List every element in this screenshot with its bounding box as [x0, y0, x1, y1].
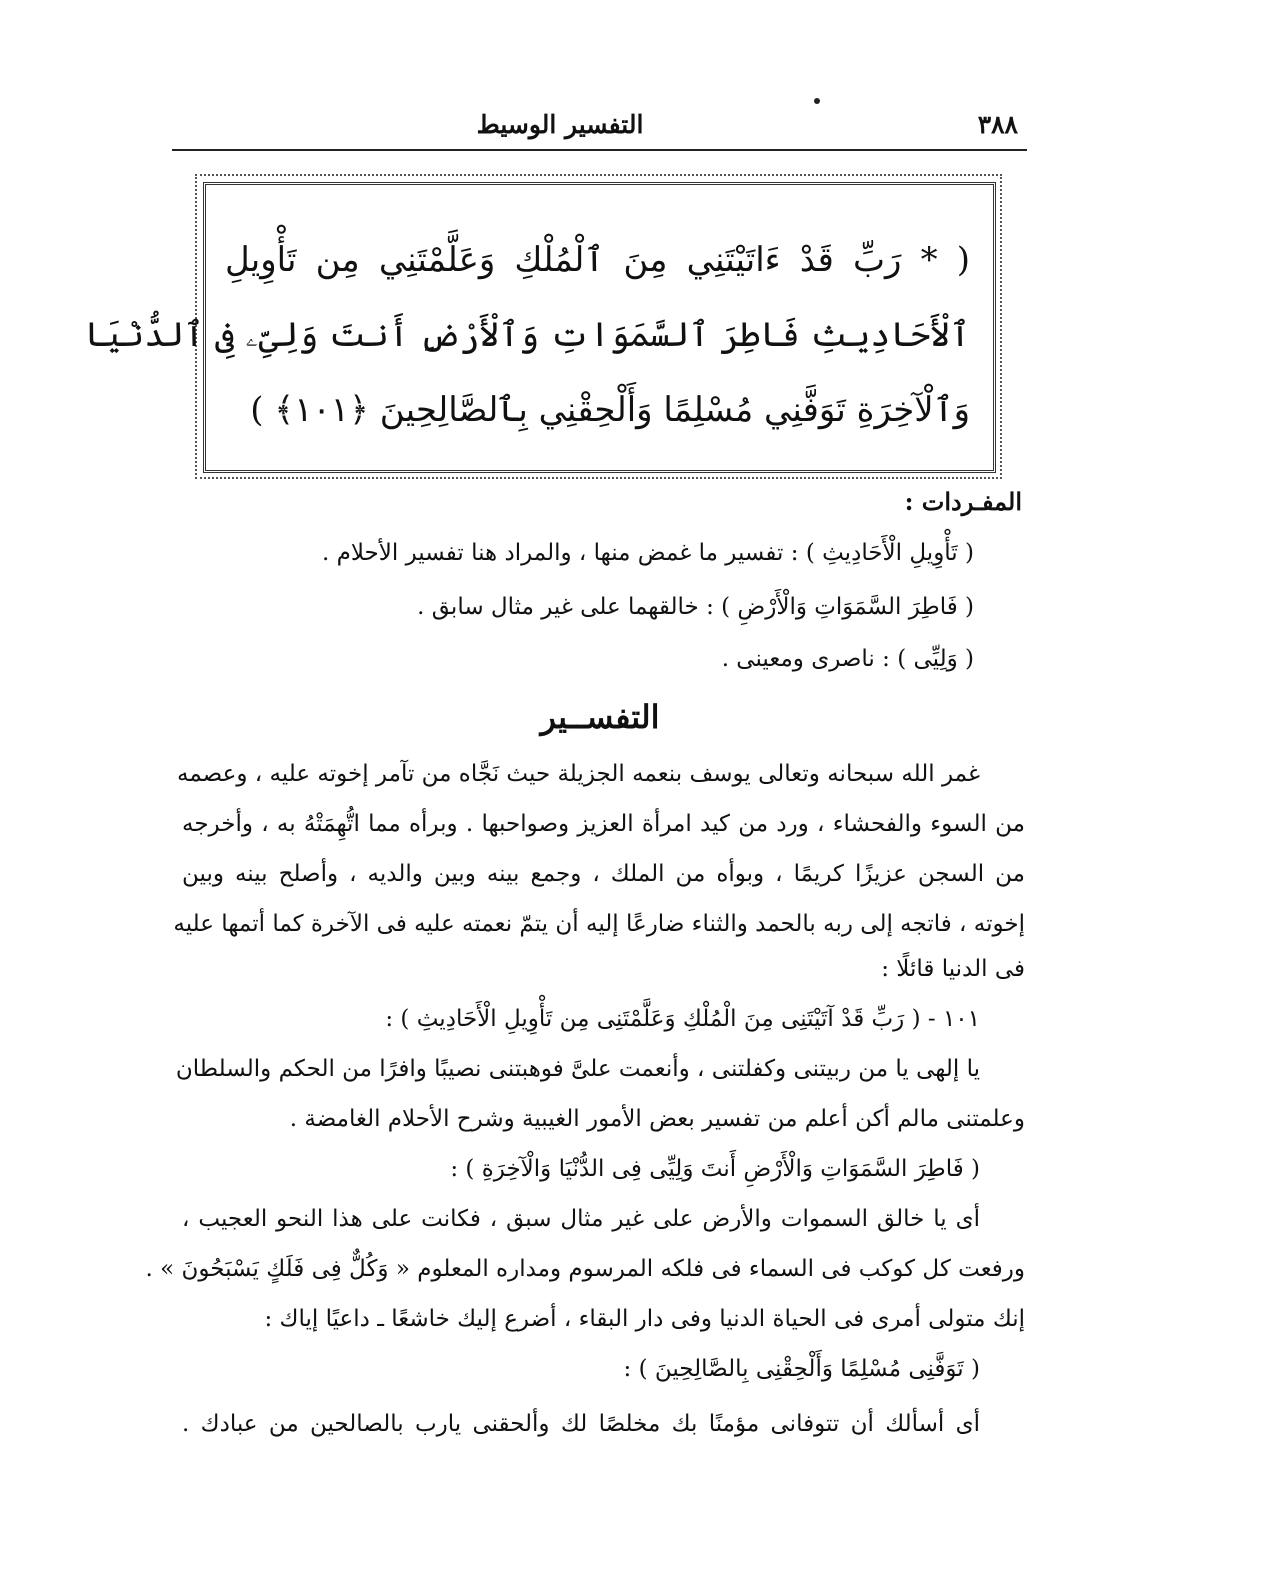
body-line: يا إلهى يا من ربيتنى وكفلتنى ، وأنعمت علىَّ فوهبتنى نصيبًا وافرًا من الحكم والسلطان — [175, 1056, 980, 1082]
vocabulary-heading: المفـردات : — [904, 487, 1022, 516]
verse-quote-line: ( تَوَفَّنِى مُسْلِمًا وَأَلْحِقْنِى بِالصَّالِحِينَ ) : — [623, 1356, 980, 1382]
section-heading: التفســير — [540, 698, 660, 736]
header-rule — [172, 149, 1027, 151]
body-line: فى الدنيا قائلًا : — [881, 956, 1025, 982]
verse-line: ٱلْأَحَادِيثِ فَاطِرَ ٱلسَّمَوَاتِ وَٱلْأَرْضِ أَنتَ وَلِىِّۦ فِى ٱلدُّنْيَا — [84, 315, 970, 355]
ink-speck — [814, 98, 820, 104]
body-line: من السجن عزيزًا كريمًا ، وبوأه من الملك ، وجمع بينه وبين والديه ، وأصلح بينه وبين — [182, 861, 1025, 887]
body-line: وعلمتنى مالم أكن أعلم من تفسير بعض الأمور الغيبية وشرح الأحلام الغامضة . — [289, 1106, 1025, 1132]
verse-quote-line: ١٠١ - ( رَبِّ قَدْ آتَيْتَنِى مِنَ الْمُلْكِ وَعَلَّمْتَنِى مِن تَأْوِيلِ الْأَحَادِيثِ ) : — [385, 1006, 980, 1032]
body-line: من السوء والفحشاء ، ورد من كيد امرأة العزيز وصواحبها . وبرأه مما اتُّهِمَتْهُ به ، وأخرجه — [182, 811, 1025, 837]
vocabulary-item: ( وَلِيِّى ) : ناصرى ومعينى . — [721, 646, 974, 672]
page-number: ٣٨٨ — [977, 110, 1018, 139]
vocabulary-item: ( تَأْوِيلِ الْأَحَادِيثِ ) : تفسير ما غمض منها ، والمراد هنا تفسير الأحلام . — [321, 540, 974, 566]
verse-line: ( * رَبِّ قَدْ ءَاتَيْتَنِي مِنَ ٱلْمُلْكِ وَعَلَّمْتَنِي مِن تَأْوِيلِ — [225, 240, 970, 280]
body-line: ورفعت كل كوكب فى السماء فى فلكه المرسوم ومداره المعلوم « وَكُلٌّ فِى فَلَكٍ يَسْبَحُونَ » . — [145, 1256, 1025, 1282]
running-title: التفسير الوسيط — [476, 110, 644, 139]
vocabulary-item: ( فَاطِرَ السَّمَوَاتِ وَالْأَرْضِ ) : خالقهما على غير مثال سابق . — [417, 594, 974, 620]
body-line: غمر الله سبحانه وتعالى يوسف بنعمه الجزيلة حيث نَجَّاه من تآمر إخوته عليه ، وعصمه — [177, 761, 980, 787]
body-line: أى يا خالق السموات والأرض على غير مثال سبق ، فكانت على هذا النحو العجيب ، — [182, 1206, 980, 1232]
body-line: إنك متولى أمرى فى الحياة الدنيا وفى دار البقاء ، أضرع إليك خاشعًا ـ داعيًا إياك : — [264, 1306, 1025, 1332]
body-line: إخوته ، فاتجه إلى ربه بالحمد والثناء ضارعًا إليه أن يتمّ نعمته عليه فى الآخرة كما أتمها عليه — [173, 911, 1025, 937]
body-line: أى أسألك أن تتوفانى مؤمنًا بك مخلصًا لك وألحقنى يارب بالصالحين من عبادك . — [182, 1411, 980, 1437]
verse-quote-line: ( فَاطِرَ السَّمَوَاتِ وَالْأَرْضِ أَنتَ وَلِيِّى فِى الدُّنْيَا وَالْآخِرَةِ ) : — [450, 1156, 980, 1182]
verse-line: وَٱلْآخِرَةِ تَوَفَّنِي مُسْلِمًا وَأَلْحِقْنِي بِٱلصَّالِحِينَ ﴿١٠١﴾ ) — [250, 390, 970, 430]
